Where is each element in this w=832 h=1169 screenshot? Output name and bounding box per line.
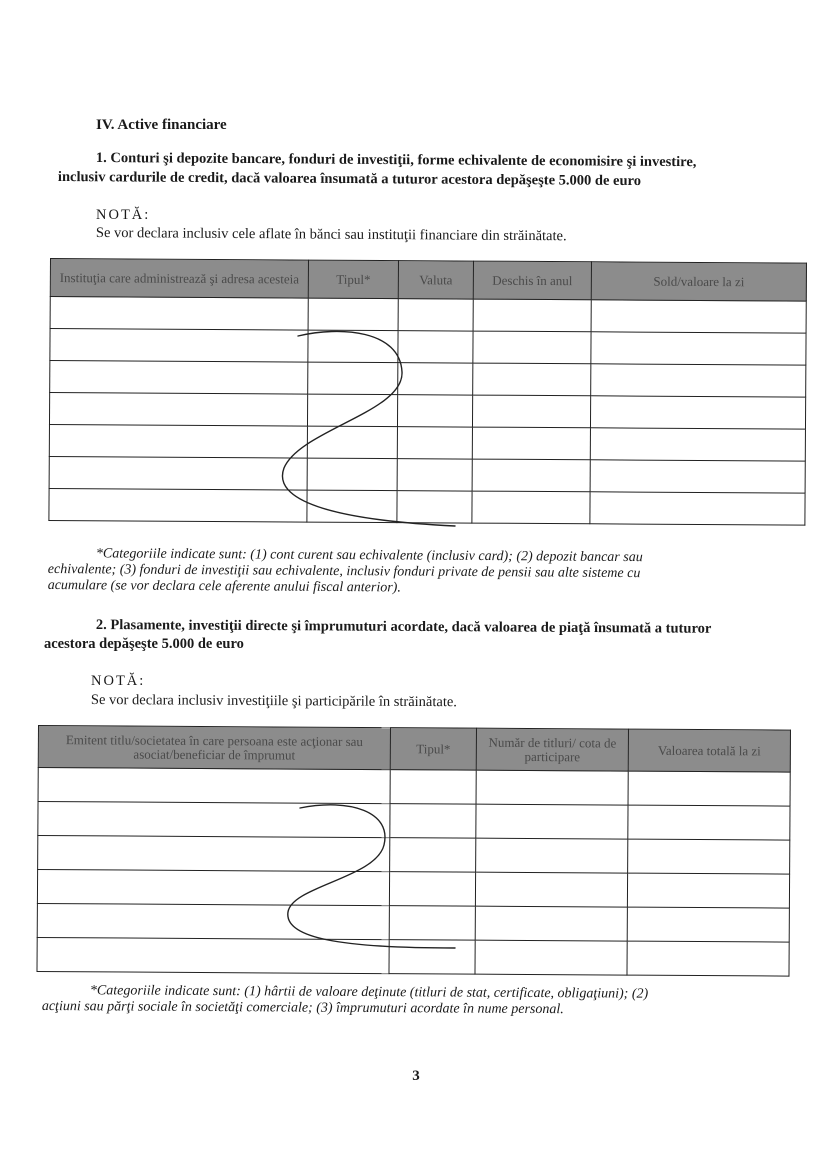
table-cell (390, 838, 476, 873)
table-cell (627, 941, 789, 976)
table-cell (49, 424, 307, 458)
table-cell (473, 299, 591, 332)
part2-heading-cont (44, 636, 244, 653)
table-cell (398, 299, 473, 331)
table-cell (49, 456, 307, 490)
table-row (38, 836, 790, 875)
table-cell (476, 770, 628, 805)
part1-footnote-line3: acumulare (se vor declara cele aferente anului fiscal anterior). (47, 577, 401, 596)
col-header-currency: Valuta (398, 261, 473, 299)
table-cell (49, 488, 307, 522)
col-header-institution: Instituţia care administrează şi adresa acesteia (50, 259, 308, 299)
table-cell (397, 427, 472, 459)
col-header-type: Tipul* (308, 260, 398, 299)
table-row (49, 393, 805, 430)
table-header-row (50, 259, 806, 302)
table-row (38, 768, 790, 807)
table-cell (472, 459, 590, 492)
table-cell (307, 490, 397, 523)
table-row (37, 903, 789, 942)
table-row (49, 456, 805, 493)
table-cell (628, 805, 790, 840)
bank-accounts-table (48, 258, 807, 526)
part2-nota-label: NOTĂ: (91, 673, 146, 689)
table-cell (397, 491, 472, 523)
table-cell (389, 940, 475, 975)
table-row (50, 297, 806, 334)
part1-heading-line1: 1. Conturi şi depozite bancare, fonduri de investiţii, forme echivalente de economisire şi investire, (95, 150, 697, 171)
table-cell (475, 872, 627, 907)
table-cell (628, 839, 790, 874)
table-cell (37, 870, 389, 906)
table-cell (476, 838, 628, 873)
part1-heading-cont (58, 169, 641, 190)
table-cell (50, 297, 308, 331)
table-cell (472, 395, 590, 428)
table-row (50, 329, 806, 366)
table-row (38, 802, 790, 841)
table-cell (591, 364, 806, 397)
part1-footnote-line1: *Categoriile indicate sunt: (1) cont curent sau echivalente (inclusiv card); (2) depozit bancar sau (95, 546, 643, 566)
table-cell (38, 768, 390, 804)
table-row (37, 870, 789, 909)
table-cell (475, 906, 627, 941)
part2-heading-line2: acestora depăşeşte 5.000 de euro (44, 636, 244, 652)
table-row (49, 424, 805, 461)
table-cell (473, 331, 591, 364)
table-cell (50, 361, 308, 395)
part1-footnote-line2: echivalente; (3) fonduri de investiţii sau echivalente, inclusiv fonduri private de pensii sau alte sisteme cu (47, 561, 641, 582)
table-cell (627, 873, 789, 908)
table-cell (591, 332, 806, 365)
table-cell (308, 298, 398, 331)
part1-nota-label: NOTĂ: (96, 207, 151, 223)
col-header-issuer: Emitent titlu/societatea în care persoana este acţionar sau asociat/beneficiar de împrumut (38, 726, 390, 770)
table-cell (591, 300, 806, 333)
table-row (37, 937, 789, 976)
table-cell (307, 426, 397, 459)
part1-heading (96, 150, 697, 171)
table-cell (590, 492, 805, 525)
table-cell (389, 906, 475, 941)
table-cell (476, 804, 628, 839)
part1-nota-text: Se vor declara inclusiv cele aflate în bănci sau instituţii financiare din străinătate. (95, 225, 567, 245)
part1-heading-line2: inclusiv cardurile de credit, dacă valoarea însumată a tuturor acestora depăşeşte 5.000 de euro (57, 169, 642, 190)
table-cell (590, 460, 805, 493)
table-cell (590, 396, 805, 429)
col-header-shares: Număr de titluri/ cota de participare (476, 728, 628, 771)
table-cell (397, 395, 472, 427)
part2-nota-text: Se vor declara inclusiv investiţiile şi participările în străinătate. (90, 692, 458, 711)
table-cell (308, 330, 398, 363)
table-cell (398, 363, 473, 395)
table-cell (473, 363, 591, 396)
table-cell (627, 907, 789, 942)
table-cell (390, 804, 476, 839)
part1-footnote (48, 546, 800, 599)
table-cell (308, 362, 398, 395)
part2-heading (96, 617, 711, 638)
table-cell (397, 459, 472, 491)
section-title: IV. Active financiare (96, 117, 227, 133)
part2-footnote-line1: *Categoriile indicate sunt: (1) hârtii de valoare deţinute (titluri de stat, certificate, obligaţiuni); (2) (89, 983, 649, 1002)
table-cell (628, 771, 790, 806)
page-number: 3 (412, 1068, 420, 1084)
table-cell (590, 428, 805, 461)
table-cell (307, 458, 397, 491)
table-cell (398, 331, 473, 363)
table-row (50, 361, 806, 398)
table-cell (50, 329, 308, 363)
table-cell (38, 802, 390, 838)
table-cell (37, 937, 389, 973)
table-cell (390, 770, 476, 805)
col-header-opened-year: Deschis în anul (473, 261, 591, 300)
part2-heading-line1: 2. Plasamente, investiţii directe şi împrumuturi acordate, dacă valoarea de piaţă însumată a tuturor (95, 617, 712, 637)
table-cell (307, 394, 397, 427)
table-cell (472, 427, 590, 460)
table-cell (49, 393, 307, 427)
investments-table (36, 725, 790, 977)
col-header-type: Tipul* (390, 728, 476, 771)
table-header-row (38, 726, 790, 773)
part2-footnote-line2: acţiuni sau părţi sociale în societăţi comerciale; (3) împrumuturi acordate în nume personal. (41, 998, 564, 1018)
col-header-balance: Sold/valoare la zi (591, 262, 806, 301)
table-cell (472, 491, 590, 524)
col-header-total-value: Valoarea totală la zi (628, 729, 790, 772)
table-cell (37, 903, 389, 939)
part2-footnote (42, 983, 794, 1020)
table-cell (475, 940, 627, 975)
table-cell (38, 836, 390, 872)
table-cell (389, 872, 475, 907)
table-row (49, 488, 805, 525)
